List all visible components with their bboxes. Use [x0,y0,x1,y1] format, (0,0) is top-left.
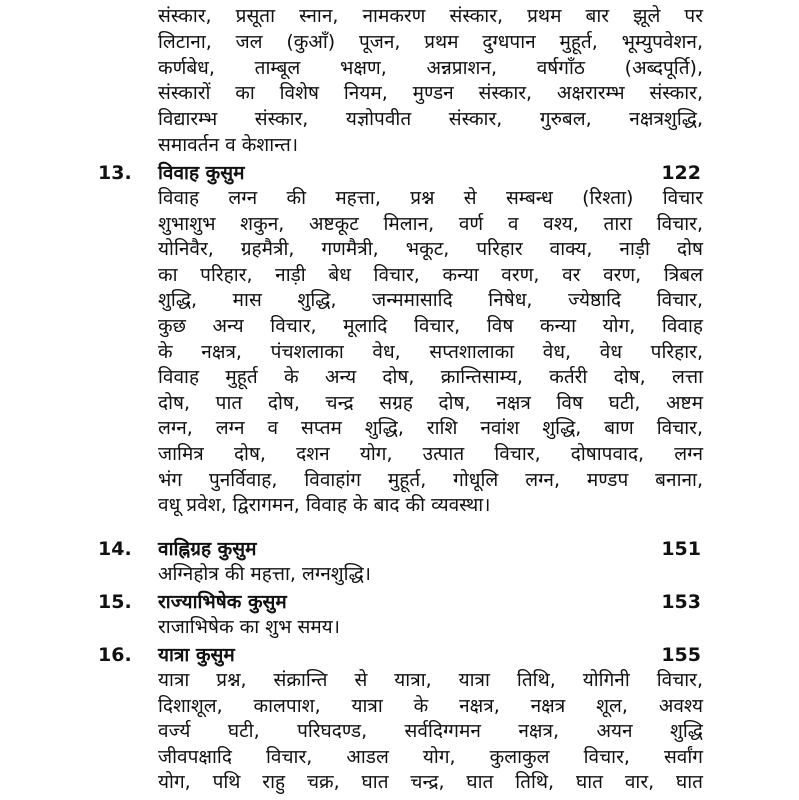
entry-page-number: 153 [661,591,701,613]
text-line: वर्ज्य घटी, परिघदण्ड, सर्वदिग्गमन नक्षत्र, अयन शुद्धि [158,720,703,743]
entry-number: 14. [98,538,132,560]
entry-title: विवाह कुसुम [158,162,245,184]
text-line: योग, पथि राहु चक्र, घात चन्द्र, घात तिथि, घात वार, घात [158,771,703,794]
entry-description [158,668,703,796]
text-line: विद्यारम्भ संस्कार, यज्ञोपवीत संस्कार, गुरुबल, नक्षत्रशुद्धि, [158,108,703,131]
entry-number: 15. [98,591,132,613]
entry-description [158,615,703,641]
text-line: लग्न, लग्न व सप्तम शुद्धि, राशि नवांश शुद्धि, बाण विचार, [158,417,703,440]
entry-title: राज्याभिषेक कुसुम [158,591,287,613]
text-line: शुद्धि, मास शुद्धि, जन्ममासादि निषेध, ज्येष्ठादि विचार, [158,289,703,312]
text-line: वधू प्रवेश, द्विरागमन, विवाह के बाद की व्यवस्था। [158,494,491,517]
entry-page-number: 155 [661,644,701,666]
text-line: समावर्तन व केशान्त। [158,133,299,156]
text-line: योनिवैर, ग्रहमैत्री, गणमैत्री, भकूट, परिहार वाक्य, नाड़ी दोष [158,238,703,261]
text-line: के नक्षत्र, पंचशलाका वेध, सप्तशालाका वेध, वेध परिहार, [158,340,703,363]
text-line: भंग पुनर्विवाह, विवाहांग मुहूर्त, गोधूलि लग्न, मण्डप बनाना, [158,468,703,491]
text-line: शुभाशुभ शकुन, अष्टकूट मिलान, वर्ण व वश्य, तारा विचार, [158,212,703,235]
text-line: विवाह मुहूर्त के अन्य दोष, क्रान्तिसाम्य, कर्तरी दोष, लत्ता [158,366,703,389]
text-line: संस्कार, प्रसूता स्नान, नामकरण संस्कार, प्रथम बार झूले पर [158,5,703,27]
text-line: जीवपक्षादि विचार, आडल योग, कुलाकुल विचार, सर्वांग [158,745,703,768]
entry-number: 13. [98,162,132,184]
text-line: कर्णबेध, ताम्बूल भक्षण, अन्नप्राशन, वर्षगाँठ (अब्दपूर्ति), [158,56,703,79]
entry-page-number: 151 [661,538,701,560]
text-line: कुछ अन्य विचार, मूलादि विचार, विष कन्या योग, विवाह [158,314,703,337]
text-line: दोष, पात दोष, चन्द्र सग्रह दोष, नक्षत्र विष घटी, अष्टम [158,391,703,414]
entry-number: 16. [98,644,132,666]
text-line: दिशाशूल, कालपाश, यात्रा के नक्षत्र, नक्षत्र शूल, अवश्य [158,694,703,717]
continuation-block [158,4,703,159]
text-line: संस्कारों का विशेष नियम, मुण्डन संस्कार, अक्षरारम्भ संस्कार, [158,82,703,105]
text-line: का परिहार, नाड़ी बेध विचार, कन्या वरण, वर वरण, त्रिबल [158,263,703,286]
text-line: लिटाना, जल (कुआँ) पूजन, प्रथम दुग्धपान मुहूर्त, भूम्युपवेशन, [158,30,703,53]
entry-description [158,562,703,588]
entry-title: वाह्निग्रह कुसुम [158,538,257,560]
text-line: विवाह लग्न की महत्ता, प्रश्न से सम्बन्ध (रिश्ता) विचार [158,187,703,209]
entry-page-number: 122 [661,162,701,184]
text-line: अग्निहोत्र की महत्ता, लग्नशुद्धि। [158,563,371,585]
text-line: जामित्र दोष, दशन योग, उत्पात विचार, दोषापवाद, लग्न [158,442,703,465]
text-line: यात्रा प्रश्न, संक्रान्ति से यात्रा, यात्रा तिथि, योगिनी विचार, [158,669,703,691]
entry-title: यात्रा कुसुम [158,644,235,666]
entry-description [158,186,703,519]
text-line: राजाभिषेक का शुभ समय। [158,616,340,638]
